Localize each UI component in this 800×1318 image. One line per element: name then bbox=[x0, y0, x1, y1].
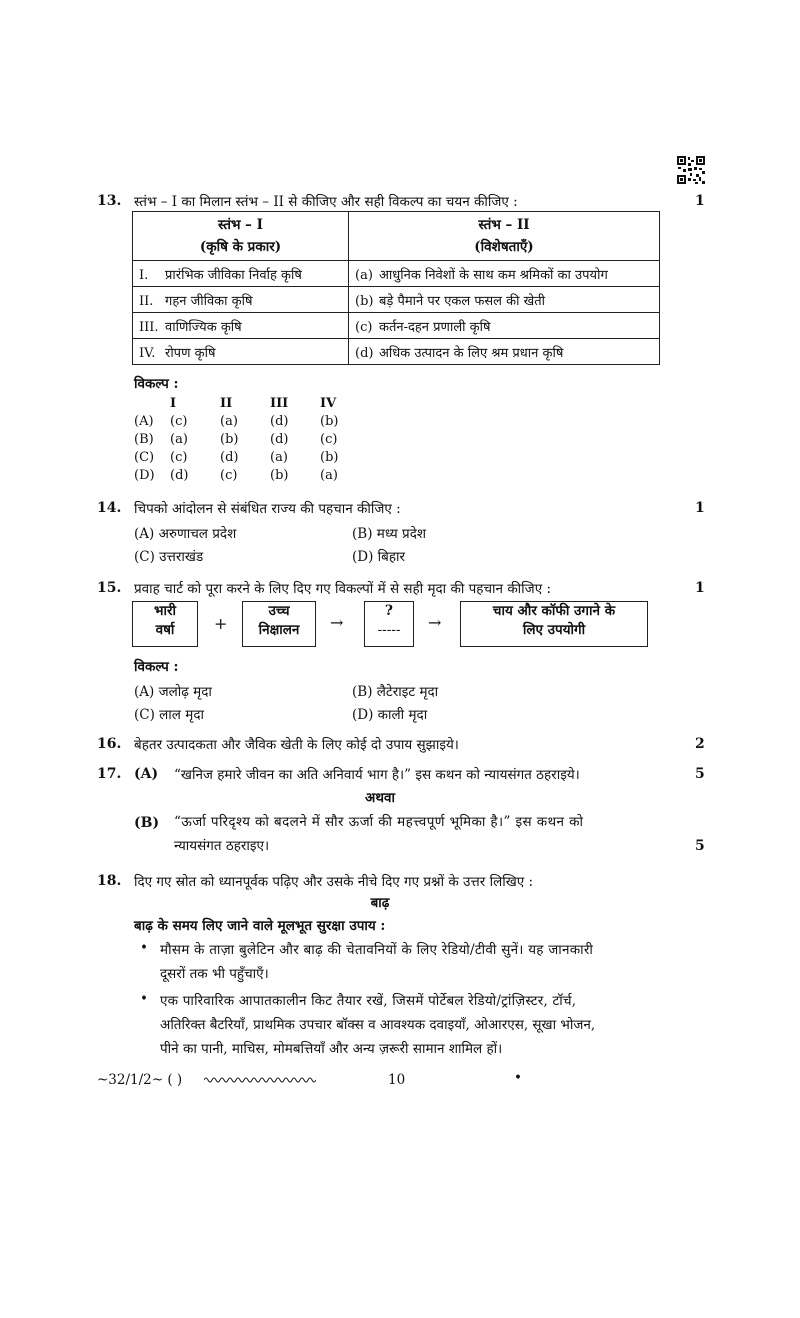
q17-or: अथवा bbox=[365, 790, 395, 806]
q13-options-grid bbox=[134, 396, 370, 486]
q15-question: प्रवाह चार्ट को पूरा करने के लिए दिए गए विकल्पों में से सही मृदा की पहचान कीजिए : bbox=[134, 581, 551, 597]
q13-question: स्तंभ – I का मिलान स्तंभ – II से कीजिए और सही विकल्प का चयन कीजिए : bbox=[134, 194, 518, 210]
flow-box-unknown: ? ----- bbox=[364, 601, 414, 647]
q18-number: 18. bbox=[97, 873, 122, 889]
source-subtitle: बाढ़ के समय लिए जाने वाले मूलभूत सुरक्षा उपाय : bbox=[134, 918, 386, 934]
flow-box-heavy-rain: भारी वर्षा bbox=[132, 601, 198, 647]
source-bullet2-line3: पीने का पानी, माचिस, मोमबत्तियाँ और अन्य ज़रूरी सामान शामिल हों। bbox=[160, 1041, 503, 1057]
table-row: IV. रोपण कृषि (d) अधिक उत्पादन के लिए श्रम प्रधान कृषि bbox=[133, 339, 660, 365]
option-row: (C) (c) (d) (a) (b) bbox=[134, 450, 339, 465]
q14-option-c: (C) उत्तराखंड bbox=[134, 549, 204, 565]
q18-question: दिए गए स्रोत को ध्यानपूर्वक पढ़िए और उसके नीचे दिए गए प्रश्नों के उत्तर लिखिए : bbox=[134, 874, 534, 890]
q15-marks: 1 bbox=[695, 580, 705, 596]
table-header-row bbox=[133, 212, 660, 261]
flow-box-tea-coffee: चाय और कॉफी उगाने के लिए उपयोगी bbox=[460, 601, 648, 647]
q15-option-a: (A) जलोढ़ मृदा bbox=[134, 684, 212, 700]
flow-arrow-2: → bbox=[428, 613, 442, 632]
q17-a-label: (A) bbox=[134, 766, 159, 782]
table-row: I. प्रारंभिक जीविका निर्वाह कृषि (a) आधुनिक निवेशों के साथ कम श्रमिकों का उपयोग bbox=[133, 261, 660, 287]
source-title: बाढ़ bbox=[370, 895, 390, 911]
flow-arrow-1: → bbox=[330, 613, 344, 632]
q15-option-c: (C) लाल मृदा bbox=[134, 707, 204, 723]
flow-plus: + bbox=[214, 614, 228, 633]
footer-dot: • bbox=[514, 1070, 522, 1086]
q17-number: 17. bbox=[97, 766, 122, 782]
q17-b-marks: 5 bbox=[695, 838, 705, 854]
q14-option-d: (D) बिहार bbox=[352, 549, 406, 565]
q16-question: बेहतर उत्पादकता और जैविक खेती के लिए कोई दो उपाय सुझाइये। bbox=[134, 737, 459, 753]
q14-question: चिपको आंदोलन से संबंधित राज्य की पहचान कीजिए : bbox=[134, 501, 401, 517]
q17-b-line1: “ऊर्जा परिदृश्य को बदलने में सौर ऊर्जा की महत्त्वपूर्ण भूमिका है।” इस कथन को bbox=[174, 814, 584, 830]
option-row: (A) (c) (a) (d) (b) bbox=[134, 414, 339, 429]
option-row: (B) (a) (b) (d) (c) bbox=[134, 432, 338, 447]
source-bullet2-line1: एक पारिवारिक आपातकालीन किट तैयार रखें, जिसमें पोर्टेबल रेडियो/ट्रांज़िस्टर, टॉर्च, bbox=[160, 993, 577, 1009]
q13-number: 13. bbox=[97, 193, 122, 209]
source-bullet1-line1: मौसम के ताज़ा बुलेटिन और बाढ़ की चेतावनियों के लिए रेडियो/टीवी सुनें। यह जानकारी bbox=[160, 942, 594, 958]
table-row: III. वाणिज्यिक कृषि (c) कर्तन-दहन प्रणाली कृषि bbox=[133, 313, 660, 339]
flow-box-high-leaching: उच्च निक्षालन bbox=[242, 601, 316, 647]
q14-number: 14. bbox=[97, 500, 122, 516]
match-table bbox=[132, 211, 660, 365]
qr-code-icon bbox=[677, 156, 705, 184]
q15-option-d: (D) काली मृदा bbox=[352, 707, 428, 723]
q16-number: 16. bbox=[97, 736, 122, 752]
q17-a-text: “खनिज हमारे जीवन का अति अनिवार्य भाग है।” इस कथन को न्यायसंगत ठहराइये। bbox=[174, 767, 580, 783]
options-header-row: I II III IV bbox=[170, 396, 337, 411]
q14-option-b: (B) मध्य प्रदेश bbox=[352, 526, 427, 542]
q13-marks: 1 bbox=[695, 193, 705, 209]
q16-marks: 2 bbox=[695, 736, 705, 752]
q15-number: 15. bbox=[97, 580, 122, 596]
source-bullet2-line2: अतिरिक्त बैटरियाँ, प्राथमिक उपचार बॉक्स व आवश्यक दवाइयाँ, ओआरएस, सूखा भोजन, bbox=[160, 1017, 596, 1033]
col1-header: स्तंभ – I (कृषि के प्रकार) bbox=[133, 212, 349, 261]
source-bullet1-line2: दूसरों तक भी पहुँचाएँ। bbox=[160, 966, 269, 982]
option-row: (D) (d) (c) (b) (a) bbox=[134, 468, 338, 483]
q17-b-label: (B) bbox=[134, 815, 160, 831]
q17-a-marks: 5 bbox=[695, 766, 705, 782]
q17-b-line2: न्यायसंगत ठहराइए। bbox=[174, 838, 270, 854]
bullet-icon: • bbox=[140, 940, 148, 956]
footer-code: ~32/1/2~ ( ) bbox=[97, 1072, 183, 1088]
col2-header: स्तंभ – II (विशेषताएँ) bbox=[349, 212, 660, 261]
q15-option-b: (B) लैटेराइट मृदा bbox=[352, 684, 439, 700]
q15-options-label: विकल्प : bbox=[134, 659, 179, 675]
bullet-icon: • bbox=[140, 991, 148, 1007]
table-row: II. गहन जीविका कृषि (b) बड़े पैमाने पर एकल फसल की खेती bbox=[133, 287, 660, 313]
q14-marks: 1 bbox=[695, 500, 705, 516]
wavy-line-icon bbox=[204, 1075, 316, 1085]
page-number: 10 bbox=[388, 1072, 406, 1088]
q13-options-label: विकल्प : bbox=[134, 376, 179, 392]
q14-option-a: (A) अरुणाचल प्रदेश bbox=[134, 526, 237, 542]
